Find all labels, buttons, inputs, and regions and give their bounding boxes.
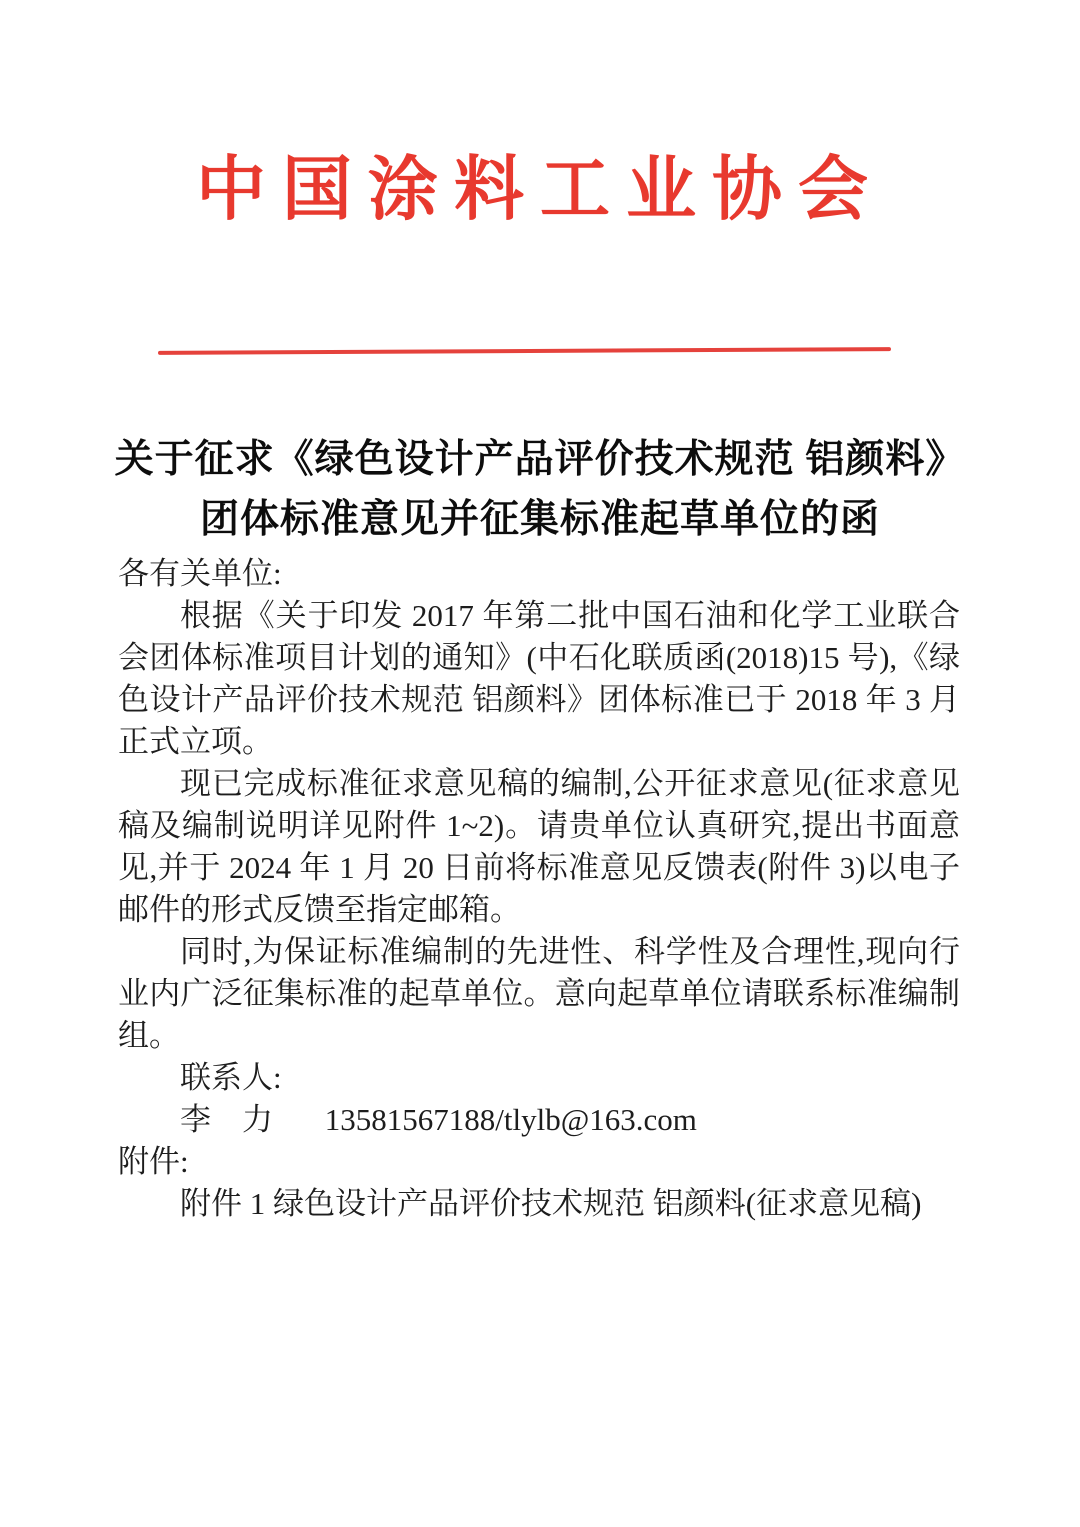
body-paragraph-2: 现已完成标准征求意见稿的编制,公开征求意见(征求意见稿及编制说明详见附件 1~2)。请贵单位认真研究,提出书面意见,并于 2024 年 1 月 20 日前将标准意见反馈表(附件 3)以电子邮件的形式反馈至指定邮箱。	[118, 766, 960, 927]
contact-line	[118, 1099, 960, 1141]
letter-body	[118, 553, 960, 1225]
salutation: 各有关单位:	[118, 556, 282, 591]
letterhead-divider-line	[158, 347, 891, 355]
document-title-line2: 团体标准意见并征集标准起草单位的函	[199, 498, 880, 541]
body-paragraph-3: 同时,为保证标准编制的先进性、科学性及合理性,现向行业内广泛征集标准的起草单位。意向起草单位请联系标准编制组。	[118, 934, 960, 1053]
contact-name: 李 力	[180, 1102, 273, 1137]
document-title-line1: 关于征求《绿色设计产品评价技术规范 铝颜料》	[114, 438, 966, 481]
org-name-heading: 中国涂料工业协会	[196, 152, 884, 229]
attachments-label: 附件:	[118, 1144, 189, 1179]
contact-phone-email: 13581567188/tlylb@163.com	[324, 1102, 697, 1137]
document-title	[0, 430, 1080, 550]
attachment-item-1: 附件 1 绿色设计产品评价技术规范 铝颜料(征求意见稿)	[180, 1186, 922, 1221]
body-paragraph-1: 根据《关于印发 2017 年第二批中国石油和化学工业联合会团体标准项目计划的通知》(中石化联质函(2018)15 号),《绿色设计产品评价技术规范 铝颜料》团体标准已于 2018 年 3 月正式立项。	[118, 598, 960, 759]
contact-label: 联系人:	[180, 1060, 282, 1095]
